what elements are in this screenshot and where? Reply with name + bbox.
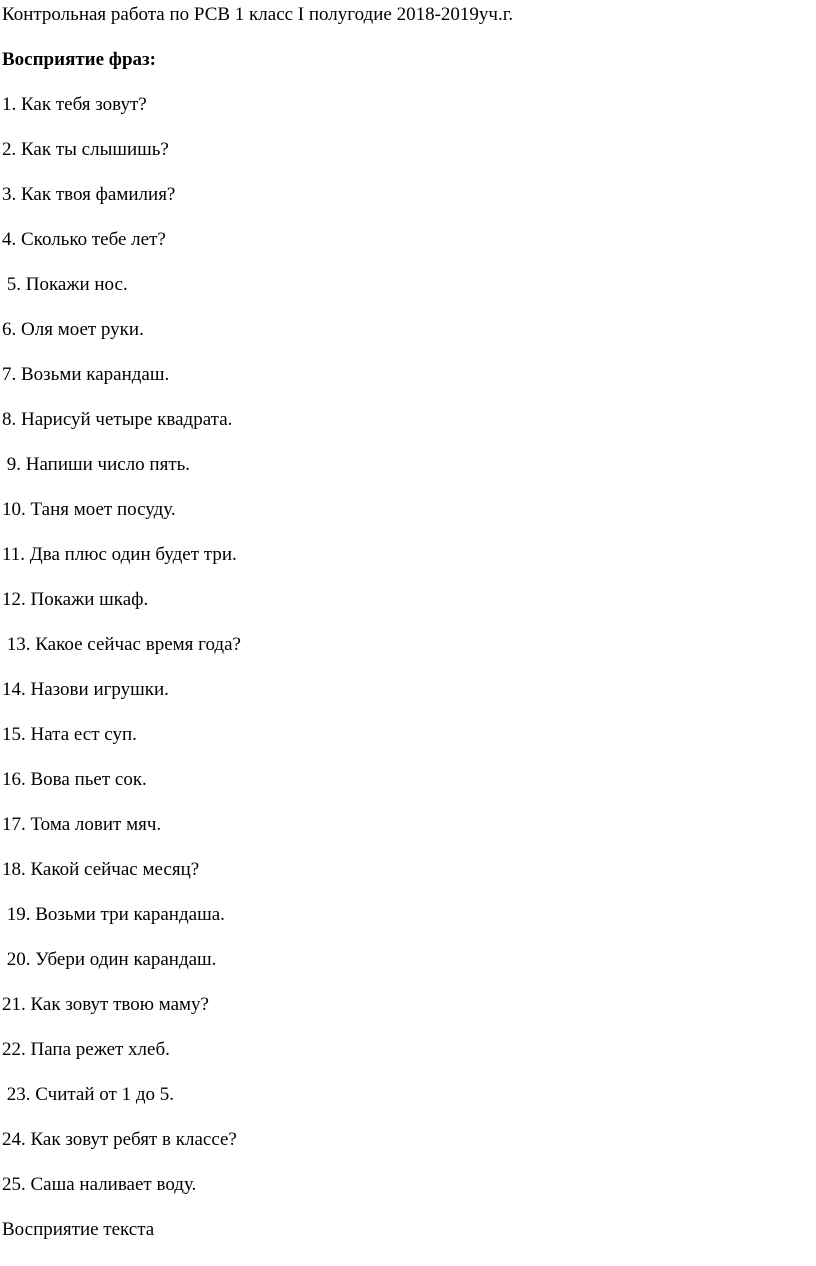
list-item: 9. Напиши число пять.: [2, 454, 191, 475]
document-header: Контрольная работа по РСВ 1 класс I полугодие 2018-2019уч.г.: [2, 4, 514, 25]
list-item: 13. Какое сейчас время года?: [2, 634, 241, 655]
list-item: 5. Покажи нос.: [2, 274, 128, 295]
list-item: 4. Сколько тебе лет?: [2, 229, 166, 250]
list-item: 21. Как зовут твою маму?: [2, 994, 209, 1015]
list-item: 3. Как твоя фамилия?: [2, 184, 176, 205]
list-item: 23. Считай от 1 до 5.: [2, 1084, 175, 1105]
list-item: 19. Возьми три карандаша.: [2, 904, 225, 925]
list-item: 17. Тома ловит мяч.: [2, 814, 162, 835]
list-item: 12. Покажи шкаф.: [2, 589, 149, 610]
list-item: 20. Убери один карандаш.: [2, 949, 217, 970]
list-item: 2. Как ты слышишь?: [2, 139, 169, 160]
list-item: 22. Папа режет хлеб.: [2, 1039, 170, 1060]
list-item: 8. Нарисуй четыре квадрата.: [2, 409, 233, 430]
list-item: 18. Какой сейчас месяц?: [2, 859, 200, 880]
list-item: 6. Оля моет руки.: [2, 319, 144, 340]
list-item: 24. Как зовут ребят в классе?: [2, 1129, 237, 1150]
list-item: 1. Как тебя зовут?: [2, 94, 147, 115]
list-item: 11. Два плюс один будет три.: [2, 544, 237, 565]
list-item: 15. Ната ест суп.: [2, 724, 137, 745]
footer-section-title: Восприятие текста: [2, 1219, 155, 1240]
list-item: 10. Таня моет посуду.: [2, 499, 176, 520]
list-item: 7. Возьми карандаш.: [2, 364, 170, 385]
list-item: 16. Вова пьет сок.: [2, 769, 147, 790]
list-item: 25. Саша наливает воду.: [2, 1174, 197, 1195]
section-title: Восприятие фраз:: [2, 49, 156, 70]
list-item: 14. Назови игрушки.: [2, 679, 169, 700]
